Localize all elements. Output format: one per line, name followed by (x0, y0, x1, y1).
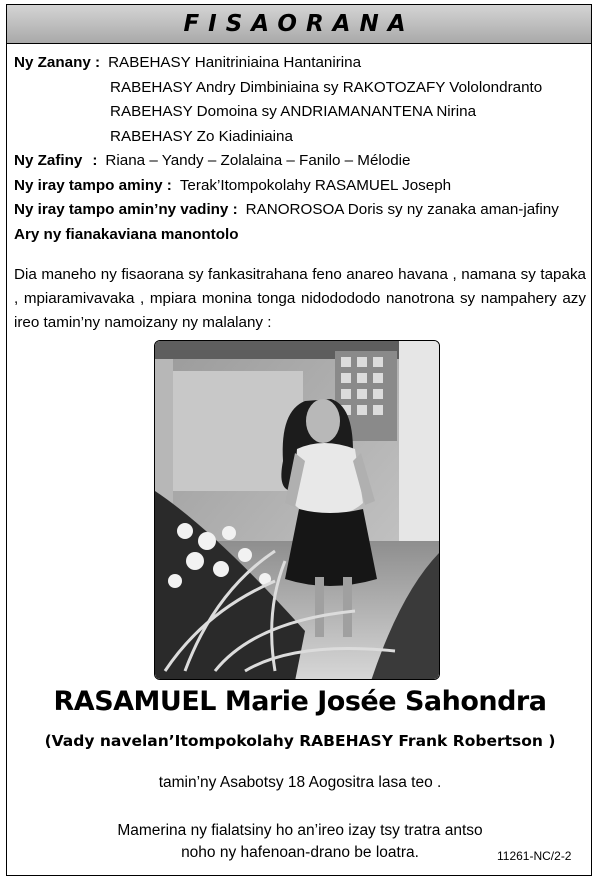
spouse-sibling-name: RANOROSOA Doris sy ny zanaka aman-jafiny (245, 201, 559, 218)
spouse-sibling-row (14, 198, 559, 223)
notice-header (7, 5, 591, 44)
notice-title: FISAORANA (183, 11, 415, 37)
reference-code: 11261-NC/2-2 (497, 849, 572, 863)
sibling-name: Terak’Itompokolahy RASAMUEL Joseph (179, 176, 452, 194)
closing-line: noho ny hafenoan-drano be loatra. (181, 844, 419, 861)
date-line: tamin’ny Asabotsy 18 Aogositra lasa teo . (158, 774, 442, 791)
child-name: RABEHASY Hanitriniaina Hantanirina (108, 54, 362, 71)
family-list (14, 51, 559, 247)
sibling-label: Ny iray tampo aminy : (14, 176, 172, 194)
grandchildren-label: Ny Zafiny (14, 152, 83, 169)
all-family-line: Ary ny fianakaviana manontolo (14, 225, 239, 243)
portrait-photo (154, 340, 440, 680)
child-name: RABEHASY Andry Dimbiniaina sy RAKOTOZAFY Vololondranto (110, 78, 543, 96)
sibling-row (14, 174, 559, 199)
children-label: Ny Zanany : (14, 54, 101, 71)
grandchildren-names: Riana – Yandy – Zolalaina – Fanilo – Mélodie (105, 152, 411, 169)
deceased-subtitle: (Vady navelan’Itompokolahy RABEHASY Frank Robertson ) (44, 732, 556, 750)
deceased-name: RASAMUEL Marie Josée Sahondra (53, 686, 547, 717)
child-name: RABEHASY Domoina sy ANDRIAMANANTENA Nirina (110, 103, 477, 120)
thanks-message: Dia maneho ny fisaorana sy fankasitrahana feno anareo havana , namana sy tapaka , mpiaramivavaka , mpiara monina tonga nidodododo nanotrona sy nampahery azy ireo tamin’ny namoizany ny malalany : (14, 266, 586, 331)
grandchildren-colon: : (92, 152, 98, 169)
child-name: RABEHASY Zo Kiadiniaina (110, 127, 293, 145)
spouse-sibling-label: Ny iray tampo amin’ny vadiny : (14, 201, 238, 218)
closing-line: Mamerina ny fialatsiny ho an’ireo izay tsy tratra antso (117, 822, 483, 839)
children-row (14, 51, 559, 76)
grandchildren-row (14, 149, 559, 174)
